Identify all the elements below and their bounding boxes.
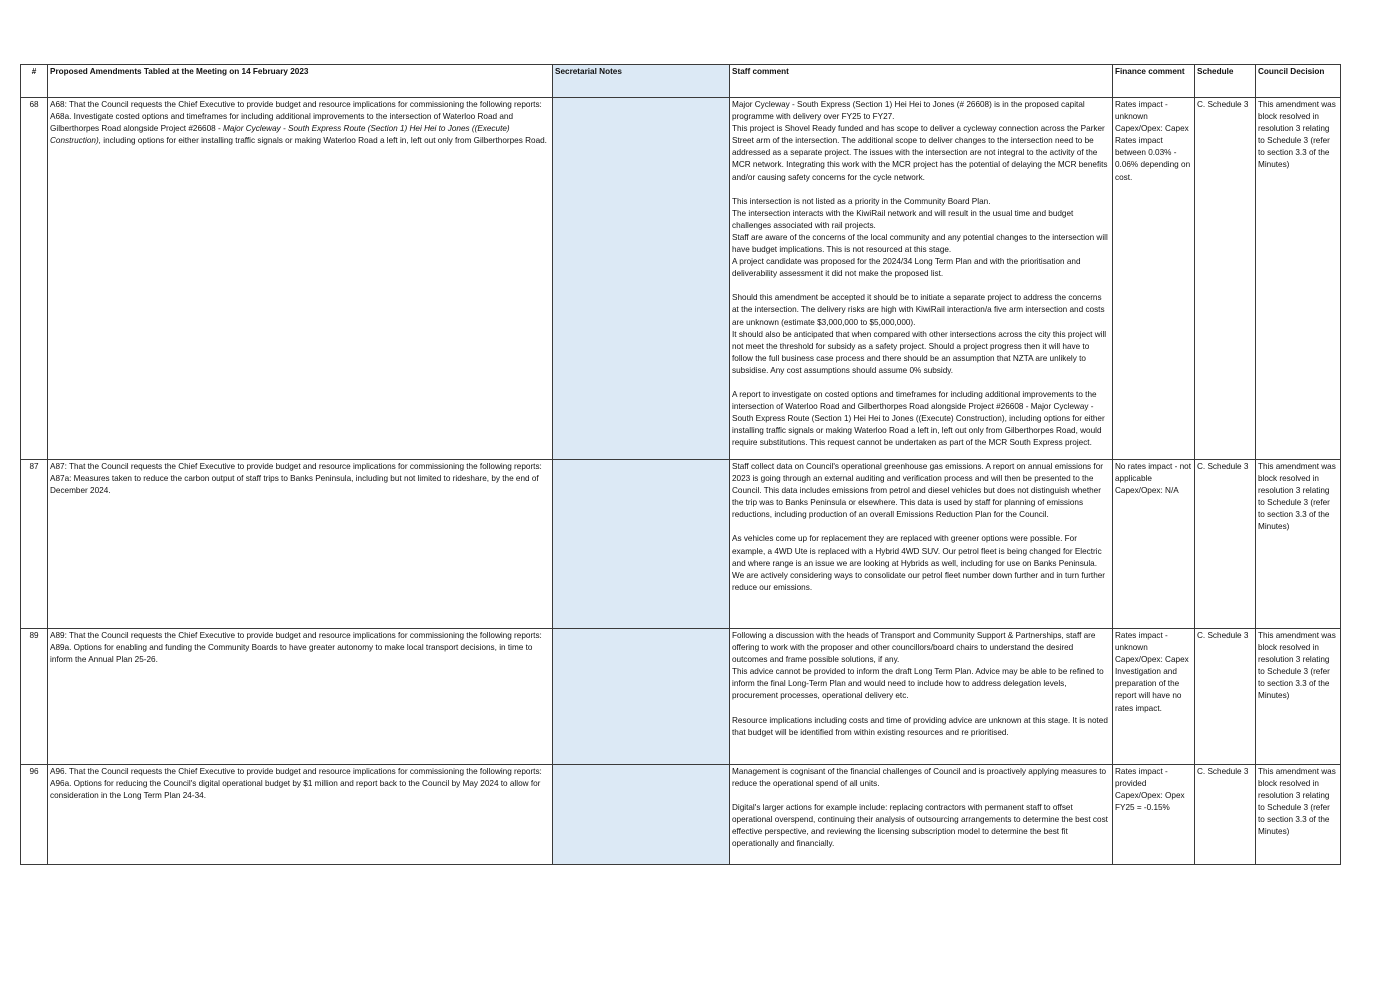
finance-comment-cell: Rates impact - provided Capex/Opex: Opex FY25 = -0.15% <box>1113 765 1195 865</box>
council-decision-cell: This amendment was block resolved in resolution 3 relating to Schedule 3 (refer to section 3.3 of the Minutes) <box>1256 629 1341 765</box>
staff-comment-paragraph: A report to investigate on costed options and timeframes for including additional improvements to the intersection of Waterloo Road and Gilberthorpes Road alongside Project #26608 - Major Cycleway - South Express Route (Section 1) Hei Hei to Jones ((Execute) Construction), including options for either installing traffic signals or making Waterloo Road a left in, left out only from Gilberthorpes Road, would require substitutions. This request cannot be undertaken as part of the MCR South Express project. <box>732 389 1105 448</box>
staff-comment-paragraph: As vehicles come up for replacement they are replaced with greener options were possible. For example, a 4WD Ute is replaced with a Hybrid 4WD SUV. Our petrol fleet is being changed for Electric and where range is an issue we are looking at Hybrids as well, including for use on Banks Peninsula. We are actively considering ways to consolidate our petrol fleet number down further and in turn further reduce our emissions. <box>732 534 1106 592</box>
secretarial-notes-cell <box>553 629 730 765</box>
staff-comment-paragraph: Management is cognisant of the financial challenges of Council and is proactively applying measures to reduce the operational spend of all units. <box>732 767 1107 789</box>
staff-comment-paragraph: Staff collect data on Council's operational greenhouse gas emissions. A report on annual emissions for 2023 is going through an external auditing and verification process and will then be presented to the Council. This data includes emissions from petrol and diesel vehicles but does not distinguish whether the trip was to Banks Peninsula or elsewhere. This data is used by staff for planning of emissions reductions, including production of an overall Emissions Reduction Plan for the Council. <box>732 462 1103 520</box>
schedule-cell: C. Schedule 3 <box>1195 460 1256 629</box>
amendment-cell <box>48 460 553 629</box>
schedule-cell: C. Schedule 3 <box>1195 98 1256 460</box>
council-decision-cell: This amendment was block resolved in resolution 3 relating to Schedule 3 (refer to section 3.3 of the Minutes) <box>1256 765 1341 865</box>
amendment-cell <box>48 629 553 765</box>
council-decision-cell: This amendment was block resolved in resolution 3 relating to Schedule 3 (refer to section 3.3 of the Minutes) <box>1256 98 1341 460</box>
amendment-detail-text-end: including options for either installing traffic signals or making Waterloo Road a left in, left out only from Gilberthorpes Road. <box>100 136 547 146</box>
amendment-cell <box>48 98 553 460</box>
amendment-detail: A87a: Measures taken to reduce the carbon output of staff trips to Banks Peninsula, including but not limited to rideshare, by the end of December 2024. <box>50 474 539 496</box>
staff-comment-paragraph: Major Cycleway - South Express (Section 1) Hei Hei to Jones (# 26608) is in the proposed capital programme with delivery over FY25 to FY27. This project is Shovel Ready funded and has scope to deliver a cycleway connection across the Parker Street arm of the intersection. The additional scope to deliver changes to the intersection need to be addressed as a separate project. The issues with the intersection are not integral to the activity of the MCR network. Integrating this work with the MCR project has the potential of delaying the MCR benefits and/or causing safety concerns for the cycle network. <box>732 100 1108 182</box>
amendments-table <box>20 64 1341 865</box>
secretarial-notes-cell <box>553 460 730 629</box>
staff-comment-cell <box>730 98 1113 460</box>
row-number: 68 <box>21 98 48 460</box>
amendment-intro: A68: That the Council requests the Chief Executive to provide budget and resource implications for commissioning the following reports: <box>50 100 542 109</box>
header-schedule: Schedule <box>1195 65 1256 98</box>
table-row <box>21 460 1341 629</box>
amendment-detail: A89a. Options for enabling and funding the Community Boards to have greater autonomy to make local transport decisions, in time to inform the Annual Plan 25-26. <box>50 643 533 665</box>
staff-comment-paragraph: Digital's larger actions for example include: replacing contractors with permanent staff to offset operational overspend, continuing their analysis of outsourcing arrangements to determine the best cost effective perspective, and reviewing the licensing subscription model to determine the best fit operationally and financially. <box>732 803 1108 849</box>
amendment-intro: A87: That the Council requests the Chief Executive to provide budget and resource implications for commissioning the following reports: <box>50 462 542 471</box>
schedule-cell: C. Schedule 3 <box>1195 765 1256 865</box>
header-row <box>21 65 1341 98</box>
staff-comment-cell <box>730 765 1113 865</box>
staff-comment-paragraph: This intersection is not listed as a priority in the Community Board Plan. The intersection interacts with the KiwiRail network and will result in the usual time and budget challenges associated with rail projects. Staff are aware of the concerns of the local community and any potential changes to the intersection will have budget implications. This is not resourced at this stage. A project candidate was proposed for the 2024/34 Long Term Plan and with the prioritisation and deliverability assessment it did not make the proposed list. <box>732 196 1108 279</box>
header-finance-comment: Finance comment <box>1113 65 1195 98</box>
row-number: 87 <box>21 460 48 629</box>
staff-comment-paragraph: Resource implications including costs and time of providing advice are unknown at this stage. It is noted that budget will be identified from within existing resources and re prioritised. <box>732 715 1108 737</box>
staff-comment-cell <box>730 460 1113 629</box>
amendment-detail-text: A68a. Investigate costed options and timeframes for including additional improvements to the intersection of Waterloo Road and Gilberthorpes Road alongside Project #26608 - <box>50 112 514 134</box>
finance-comment-cell: No rates impact - not applicable Capex/Opex: N/A <box>1113 460 1195 629</box>
header-amendment: Proposed Amendments Tabled at the Meeting on 14 February 2023 <box>48 65 553 98</box>
secretarial-notes-cell <box>553 98 730 460</box>
staff-comment-cell <box>730 629 1113 765</box>
staff-comment-paragraph: Should this amendment be accepted it should be to initiate a separate project to address the concerns at the intersection. The delivery risks are high with KiwiRail interaction/a five arm intersection and costs are unknown (estimate $3,000,000 to $5,000,000). It should also be anticipated that when compared with other intersections across the city this project will not meet the threshold for subsidy as a safety project. Should a project progress then it will have to follow the full business case process and there should be an assumption that NZTA are unlikely to subsidise. Any cost assumptions should assume 0% subsidy. <box>732 293 1107 375</box>
amendment-intro: A89: That the Council requests the Chief Executive to provide budget and resource implications for commissioning the following reports: <box>50 631 542 640</box>
table-row <box>21 765 1341 865</box>
schedule-cell: C. Schedule 3 <box>1195 629 1256 765</box>
staff-comment-paragraph: Following a discussion with the heads of Transport and Community Support & Partnerships, staff are offering to work with the proposer and other councillors/board chairs to understand the desired outcomes and frame possible solutions, if any. This advice cannot be provided to inform the draft Long Term Plan. Advice may be able to be refined to inform the final Long-Term Plan and would need to include how to address delegation levels, procurement processes, operational delivery etc. <box>732 631 1104 701</box>
header-staff-comment: Staff comment <box>730 65 1113 98</box>
header-secretarial-notes: Secretarial Notes <box>553 65 730 98</box>
finance-comment-cell: Rates impact - unknown Capex/Opex: Capex Investigation and preparation of the report will have no rates impact. <box>1113 629 1195 765</box>
finance-comment-cell: Rates impact - unknown Capex/Opex: Capex Rates impact between 0.03% - 0.06% depending on cost. <box>1113 98 1195 460</box>
row-number: 96 <box>21 765 48 865</box>
header-council-decision: Council Decision <box>1256 65 1341 98</box>
amendment-detail <box>50 111 550 147</box>
amendment-detail: A96a. Options for reducing the Council's digital operational budget by $1 million and report back to the Council by May 2024 to allow for consideration in the Long Term Plan 24-34. <box>50 779 541 801</box>
council-decision-cell: This amendment was block resolved in resolution 3 relating to Schedule 3 (refer to section 3.3 of the Minutes) <box>1256 460 1341 629</box>
header-number: # <box>21 65 48 98</box>
amendment-cell <box>48 765 553 865</box>
table-row <box>21 98 1341 460</box>
amendment-project-name: Major Cycleway - South Express Route (Section 1) Hei Hei to Jones ((Execute) Construction), <box>50 124 510 146</box>
table-row <box>21 629 1341 765</box>
amendment-intro: A96. That the Council requests the Chief Executive to provide budget and resource implications for commissioning the following reports: <box>50 767 542 776</box>
row-number: 89 <box>21 629 48 765</box>
secretarial-notes-cell <box>553 765 730 865</box>
